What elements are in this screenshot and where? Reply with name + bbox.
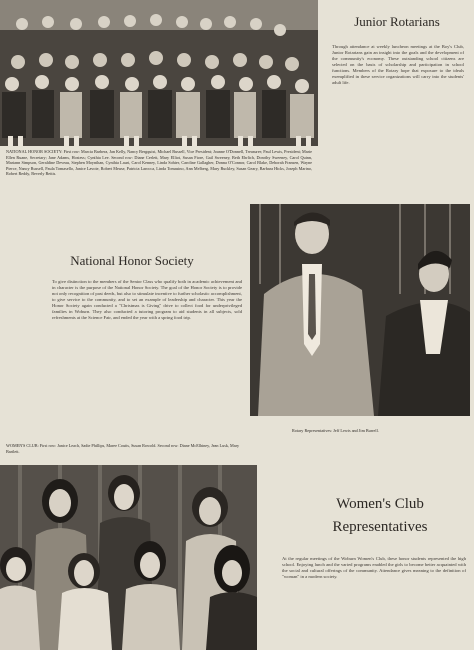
womens-club-title-line1: Women's Club (336, 496, 424, 512)
rotary-photo-caption: Rotary Representatives: Jeff Lewis and Jim Burrell. (292, 428, 379, 433)
junior-rotarians-title: Junior Rotarians (354, 14, 440, 29)
rotary-representatives-photo (250, 204, 470, 416)
womens-club-text: At the regular meetings of the Woburn Women's Club, these honor students represented the high school. Enjoying lunch and the varied programs enabled the girls to become better acquainted with the social and cultural offerings of the community. Attendance gives meaning to the definition of "woman" in a modern society. (282, 556, 466, 579)
womens-club-photo-caption: WOMEN'S CLUB: First row: Janice Leach, Sadie Phillips, Maree Coutts, Susan Rowold. Second row: Diane McElhiney, Jean Lusk, Mary Bartlett. (6, 443, 240, 454)
honor-society-photo-caption: NATIONAL HONOR SOCIETY: First row: Marcia Barbera, Jan Kelly, Nancy Bergquist, Michael Bussell, Vice President; Joanne O'Donnell, Treasurer; Paul Lewis, President; Marie Ellen Ruane, Secretary; Jane Adams, Hostess; Cynthia Lee. Second row: Diane Cerlett, Mary Elliot, Susan Fiore, Gail Sweeney, Beth Ehrlich, Dorothy Sweeney, Carol Quinn, Mariann Simpson, Geraldine Deveau, Stephen Moynihan, Cynthia Lauri, Carol Kenney, Linda Sohier, Caroline Gallagher, Donna O'Connor, Carol Blake, Deborah Fransen, Wayne Pierce, Nancy Russell, Paula Tomasello, Janice Lavoie, Robert Meuse, Patricia Larocca, Linda Tomasino, Ann Melberg, Mary Buckley, Susan Geary, Barbara Hicks, Joseph Marino, Robert Reddy, Beverly Bettis. (6, 149, 312, 177)
national-honor-society-title: National Honor Society (70, 253, 194, 268)
junior-rotarians-text: Through attendance at weekly luncheon meetings at the Boy's Club, Junior Rotarians gain an insight into the goals and the development of the community's economy. These outstanding school citizens are selected on the basis of scholarship and participation in school functions. Members of the Rotary hope that exposure to the ideals exemplified in these service organizations will carry into the students' adult life. (332, 44, 464, 85)
national-honor-society-text: To give distinction to the members of the Senior Class who qualify both in academic achievement and in character is the purpose of the National Honor Society. The goal of the Honor Society is to provide not only recognition of past deeds, but also to stimulate incentive to further scholastic accomplishment, to give service to the community, and to set an example of leadership and character. This year the Honor Society again conducted a "Christmas is Giving" drive to collect food for underprivileged families in Woburn. They also conducted a tutoring program to aid students in all subjects, sold refreshments at the Science Fair, and ended the year with a spring food trip. (52, 279, 242, 320)
womens-club-photo (0, 465, 257, 650)
honor-society-group-photo (0, 0, 318, 146)
womens-club-title-line2: Representatives (332, 519, 428, 535)
